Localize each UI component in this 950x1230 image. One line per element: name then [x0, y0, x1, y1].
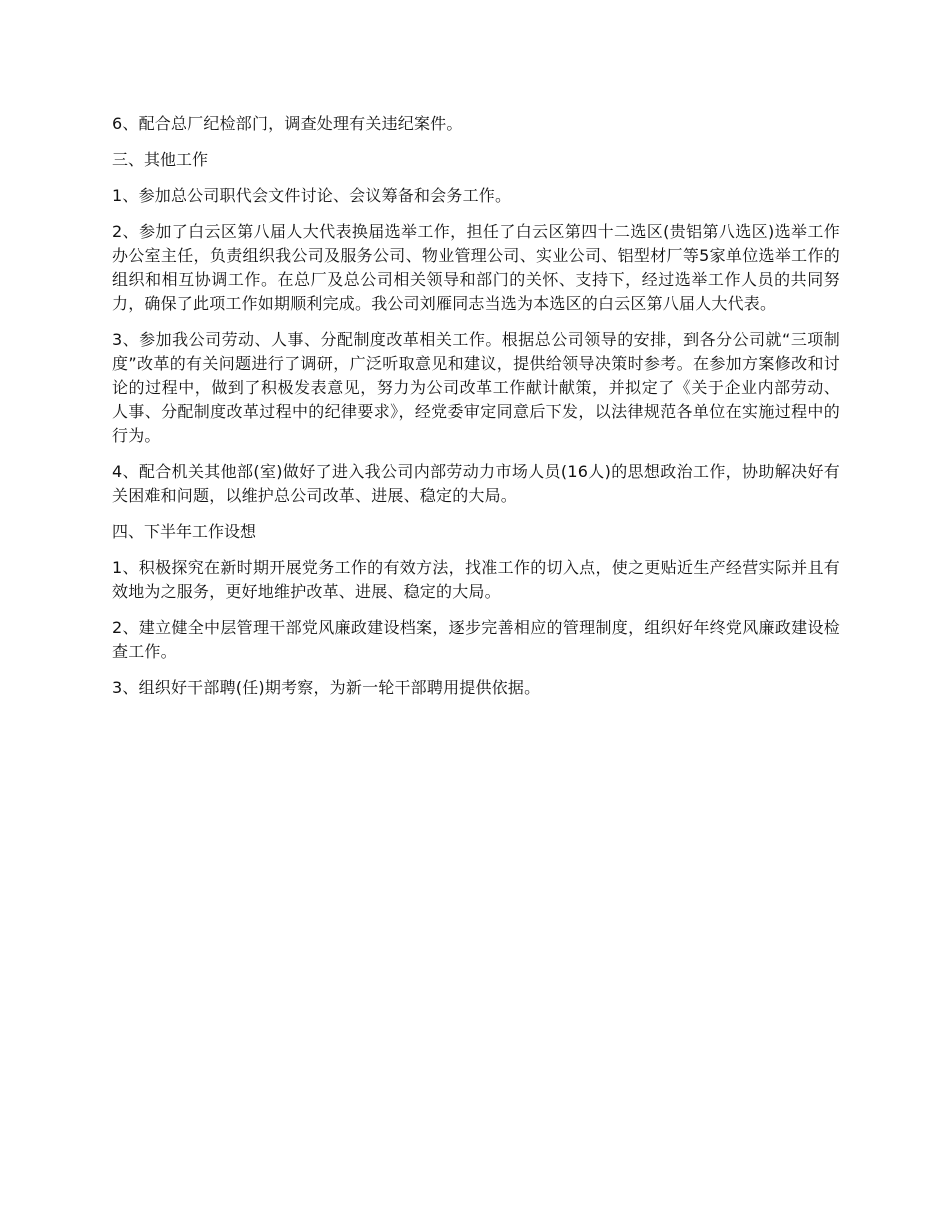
paragraph-item-1-congress-work: 1、参加总公司职代会文件讨论、会议筹备和会务工作。	[112, 186, 512, 205]
paragraph-plan-2-integrity-files: 2、建立健全中层管理干部党风廉政建设档案，逐步完善相应的管理制度，组织好年终党风廉政建设检查工作。	[112, 618, 840, 661]
section-heading-second-half-plans: 四、下半年工作设想	[112, 522, 257, 541]
paragraph-item-2-election-work: 2、参加了白云区第八届人大代表换届选举工作，担任了白云区第四十二选区(贵铝第八选区)选举工作办公室主任，负责组织我公司及服务公司、物业管理公司、实业公司、铝型材厂等5家单位选举工作的组织和相互协调工作。在总厂及总公司相关领导和部门的关怀、支持下，经过选举工作人员的共同努力，确保了此项工作如期顺利完成。我公司刘雁同志当选为本选区的白云区第八届人大代表。	[112, 222, 840, 313]
paragraph-item-4-labor-market: 4、配合机关其他部(室)做好了进入我公司内部劳动力市场人员(16人)的思想政治工作，协助解决好有关困难和问题，以维护总公司改革、进展、稳定的大局。	[112, 462, 840, 505]
section-heading-other-work: 三、其他工作	[112, 150, 209, 169]
paragraph-item-6-discipline-cases: 6、配合总厂纪检部门，调查处理有关违纪案件。	[112, 114, 463, 133]
paragraph-plan-1-party-work: 1、积极探究在新时期开展党务工作的有效方法，找准工作的切入点，使之更贴近生产经营实际并且有效地为之服务，更好地维护改革、进展、稳定的大局。	[112, 558, 840, 601]
paragraph-plan-3-cadre-review: 3、组织好干部聘(任)期考察，为新一轮干部聘用提供依据。	[112, 678, 541, 697]
paragraph-item-3-reform-work: 3、参加我公司劳动、人事、分配制度改革相关工作。根据总公司领导的安排，到各分公司就“三项制度”改革的有关问题进行了调研，广泛听取意见和建议，提供给领导决策时参考。在参加方案修改和讨论的过程中，做到了积极发表意见，努力为公司改革工作献计献策，并拟定了《关于企业内部劳动、人事、分配制度改革过程中的纪律要求》，经党委审定同意后下发，以法律规范各单位在实施过程中的行为。	[112, 330, 840, 445]
document-body	[112, 112, 840, 712]
